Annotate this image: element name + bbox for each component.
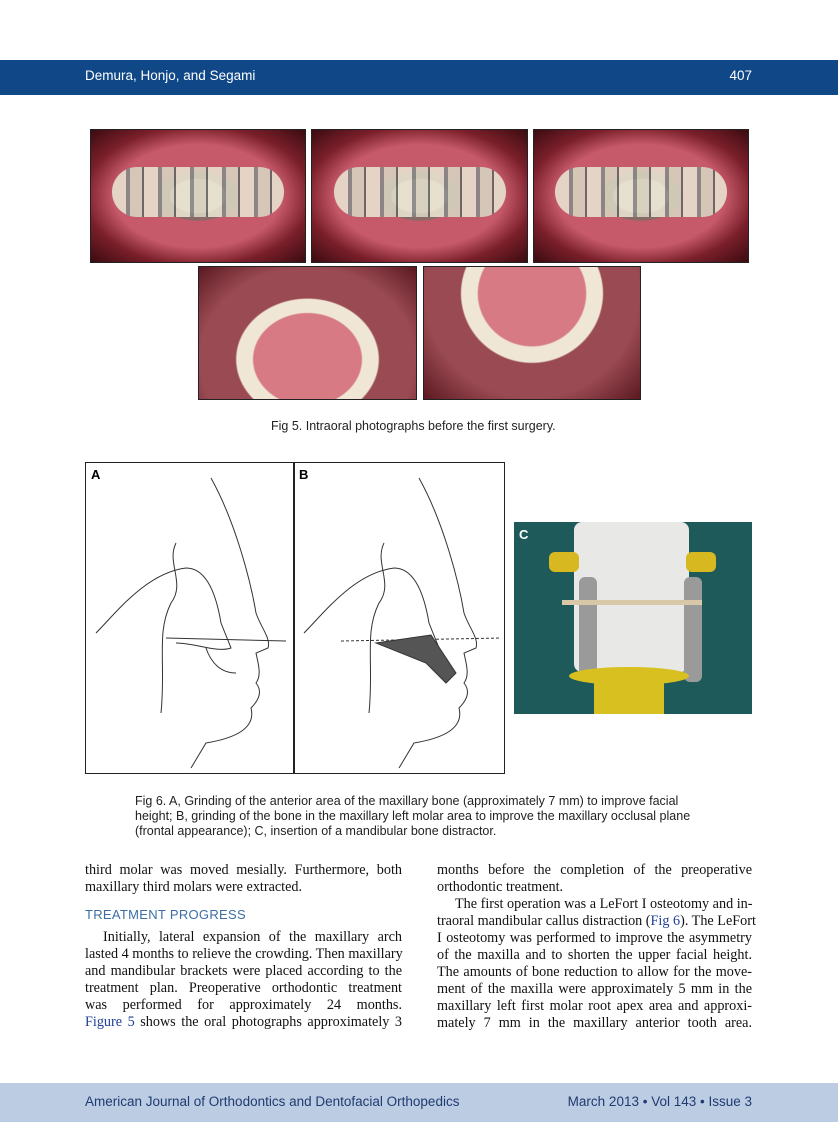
running-header [0,60,838,95]
text-line: orthodontic treatment. [437,879,564,895]
text-line: maxillary left first molar root apex area and approxi- [437,998,752,1014]
text-line: was performed for approximately 24 months. [85,997,402,1013]
fig-6-link[interactable]: Fig 6 [650,913,681,929]
panel-label-c: C [519,527,529,542]
intraoral-photo-right [90,129,306,263]
running-footer [0,1083,838,1122]
text-line: treatment plan. Preoperative orthodontic treatment [85,980,402,996]
text-line: maxillary third molars were extracted. [85,879,303,895]
text-span: shows the oral photographs approximately 3 [134,1014,403,1030]
text-line: and mandibular brackets were placed according to the [85,963,402,979]
right-column [437,862,756,1032]
caption-line: height; B, grinding of the bone in the maxillary left molar area to improve the maxillary occlusal plane [135,809,691,823]
panel-label-b: B [299,467,309,482]
panel-label-a: A [91,467,101,482]
intraoral-photo-frontal [311,129,528,263]
text-line: lasted 4 months to relieve the crowding. Then maxillary [85,946,403,962]
text-line [85,1014,402,1031]
figure-5-link[interactable]: Figure 5 [85,1014,135,1030]
text-line: months before the completion of the preoperative [437,862,752,878]
text-line: ment of the maxilla were approximately 5 mm in the [437,981,752,997]
issue-info: March 2013 • Vol 143 • Issue 3 [567,1094,752,1109]
text-line: The amounts of bone reduction to allow for the move- [437,964,752,980]
text-line: I osteotomy was performed to improve the asymmetry [437,930,752,946]
text-line: mately 7 mm in the maxillary anterior tooth area. [437,1015,752,1031]
journal-name: American Journal of Orthodontics and Dentofacial Orthopedics [85,1094,460,1109]
left-column [85,862,402,1031]
text-span: ). The LeFort [680,913,756,929]
fig6-photo-distractor-model [514,522,752,714]
page-number: 407 [729,68,752,83]
caption-line: Fig 6. A, Grinding of the anterior area of the maxillary bone (approximately 7 mm) to improve facial [135,794,679,808]
text-line: third molar was moved mesially. Furthermore, both [85,862,402,878]
fig6-caption [135,794,690,839]
fig5-caption: Fig 5. Intraoral photographs before the first surgery. [271,419,556,433]
cephalometric-tracing [86,463,506,775]
intraoral-photo-mandibular-occlusal [423,266,641,400]
text-line: of the maxilla and to shorten the upper facial height. [437,947,752,963]
text-line: The first operation was a LeFort I osteotomy and in- [455,896,753,912]
text-line: Initially, lateral expansion of the maxillary arch [103,929,402,945]
text-span: traoral mandibular callus distraction ( [437,913,651,929]
intraoral-photo-maxillary-occlusal [198,266,417,400]
section-heading: TREATMENT PROGRESS [85,907,246,922]
intraoral-photo-left [533,129,749,263]
caption-line: (frontal appearance); C, insertion of a mandibular bone distractor. [135,824,497,838]
text-line [437,913,756,930]
fig6-tracings [85,462,505,774]
header-authors: Demura, Honjo, and Segami [85,68,256,83]
